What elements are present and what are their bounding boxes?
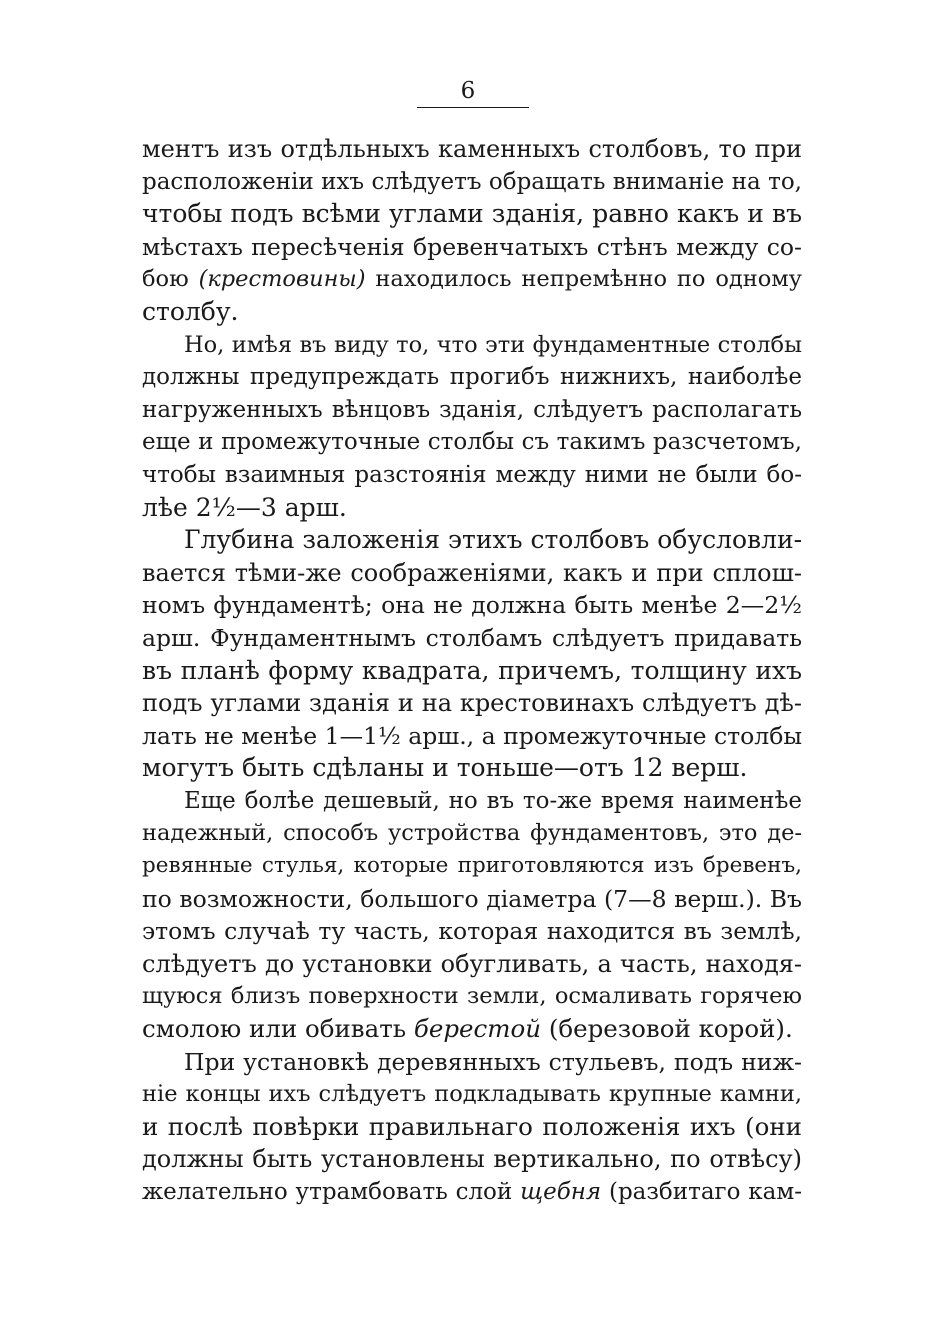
text-line: арш. Фундаментнымъ столбамъ слѣдуетъ придавать <box>142 623 802 652</box>
paragraph-2 <box>142 329 802 525</box>
text-line: ментъ изъ отдѣльныхъ каменныхъ столбовъ, то при <box>142 135 802 163</box>
text-line: лать не менѣе 1—1½ арш., а промежуточные столбы <box>142 721 803 750</box>
page-number: 6 <box>460 78 476 104</box>
text-fragment: (березовой корой). <box>548 1014 793 1044</box>
text-line: должны предупреждать прогибъ нижнихъ, наиболѣе <box>142 364 802 391</box>
text-fragment: (разбитаго кам- <box>608 1179 803 1205</box>
header-rule <box>417 107 529 108</box>
text-line: Но, имѣя въ виду то, что эти фундаментные столбы <box>184 331 802 358</box>
text-line: по возможности, большого діаметра (7—8 верш.). Въ <box>142 884 802 913</box>
text-line: лѣе 2½—3 арш. <box>142 492 347 522</box>
text-line: ревянные стулья, которые приготовляются изъ бревенъ, <box>142 853 802 879</box>
text-line: Глубина заложенія этихъ столбовъ обусловли- <box>184 525 803 555</box>
paragraph-3 <box>142 524 802 785</box>
text-line: надежный, способъ устройства фундаментовъ, это де- <box>142 820 802 847</box>
text-line <box>142 1013 802 1046</box>
italic-term: щебня <box>520 1179 602 1205</box>
text-line: ніе концы ихъ слѣдуетъ подкладывать крупные камни, <box>142 1081 802 1108</box>
text-line <box>142 263 802 296</box>
text-line: столбу. <box>142 296 239 326</box>
text-line: этомъ случаѣ ту часть, которая находится въ землѣ, <box>142 917 802 946</box>
text-fragment: желательно утрамбовать слой <box>142 1179 513 1205</box>
text-body <box>142 133 802 1209</box>
text-line: чтобы взаимныя разстоянія между ними не были бо- <box>142 461 802 488</box>
italic-term: (крестовины) <box>198 266 366 293</box>
text-line: номъ фундаментѣ; она не должна быть менѣе 2—2½ <box>142 591 802 620</box>
text-fragment: смолою или обивать <box>142 1014 407 1044</box>
italic-term: берестой <box>413 1014 542 1044</box>
text-fragment: находилось непремѣнно по одному <box>375 266 803 293</box>
text-line: чтобы подъ всѣми углами зданія, равно какъ и въ <box>142 199 802 229</box>
text-line: При установкѣ деревянныхъ стульевъ, подъ ниж- <box>184 1047 802 1076</box>
text-line: расположеніи ихъ слѣдуетъ обращать вниманіе на то, <box>142 168 802 195</box>
text-line: еще и промежуточные столбы съ такимъ разсчетомъ, <box>142 429 802 456</box>
text-line: Еще болѣе дешевый, но въ то-же время наименѣе <box>184 787 802 814</box>
paragraph-5 <box>142 1046 802 1209</box>
text-line: должны быть установлены вертикально, по отвѣсу) <box>142 1145 802 1174</box>
text-line: мѣстахъ пересѣченія бревенчатыхъ стѣнъ между со- <box>142 232 802 261</box>
text-line <box>142 1176 802 1209</box>
text-line: нагруженныхъ вѣнцовъ зданія, слѣдуетъ располагать <box>142 396 802 423</box>
text-line: могутъ быть сдѣланы и тоньше—отъ 12 верш. <box>142 753 748 783</box>
text-line: слѣдуетъ до установки обугливать, а часть, находя- <box>142 949 802 978</box>
text-line: и послѣ повѣрки правильнаго положенія ихъ (они <box>142 1111 802 1141</box>
text-line: въ планѣ форму квадрата, причемъ, толщину ихъ <box>142 655 802 685</box>
text-fragment: бою <box>142 266 189 293</box>
paragraph-4 <box>142 785 802 1046</box>
text-line: щуюся близъ поверхности земли, осмаливать горячею <box>142 983 802 1010</box>
paragraph-1 <box>142 133 802 329</box>
text-line: подъ углами зданія и на крестовинахъ слѣдуетъ дѣ- <box>142 689 802 718</box>
text-line: вается тѣми-же соображеніями, какъ и при сплош- <box>142 558 802 587</box>
